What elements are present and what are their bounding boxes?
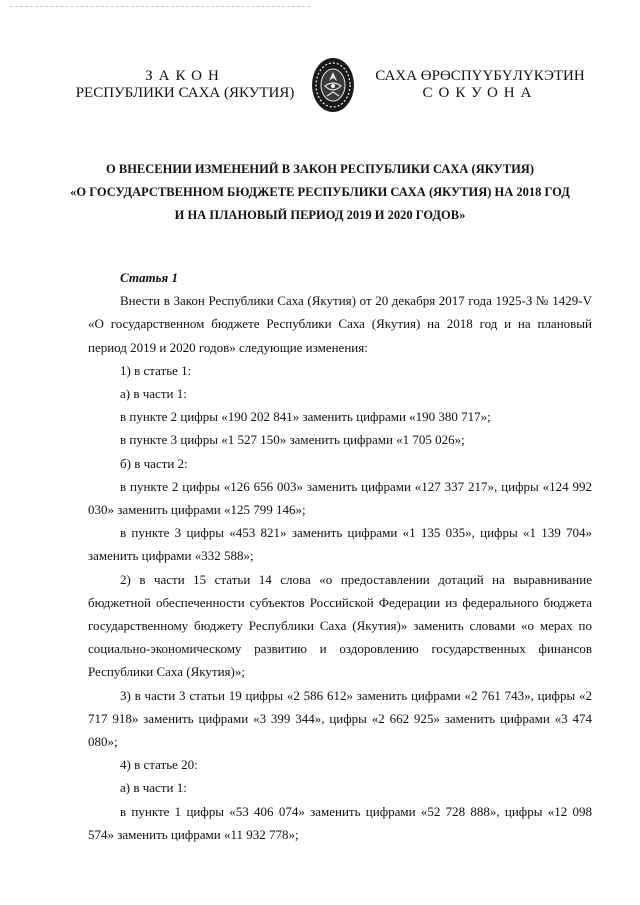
title-line3: И НА ПЛАНОВЫЙ ПЕРИОД 2019 И 2020 ГОДОВ» <box>174 208 466 222</box>
coat-of-arms-icon <box>310 56 356 114</box>
title-line2: «О ГОСУДАРСТВЕННОМ БЮДЖЕТЕ РЕСПУБЛИКИ САХА (ЯКУТИЯ) НА 2018 ГОД <box>70 185 570 199</box>
article-heading: Статья 1 <box>120 270 178 285</box>
item-4: 4) в статье 20: <box>120 757 198 773</box>
item-1b: б) в части 2: <box>120 455 188 471</box>
document-body <box>88 266 592 846</box>
item-1a: а) в части 1: <box>120 386 187 402</box>
scan-artifact <box>10 6 310 10</box>
item-1b-point-3: в пункте 3 цифры «453 821» заменить цифрами «1 135 035», цифры «1 139 704» заменить цифрами «332 588»; <box>88 525 592 564</box>
item-2: 2) в части 15 статьи 14 слова «о предоставлении дотаций на выравнивание бюджетной обеспеченности субъектов Российской Федерации из федерального бюджета государственному бюджету Республики Саха (Якутия)» заменить словами «о мерах по социально-экономическому развитию и оздоровлению государственных финансов Республики Саха (Якутия)»; <box>88 571 592 680</box>
item-1b-point-2: в пункте 2 цифры «126 656 003» заменить цифрами «127 337 217», цифры «124 992 030» заменить цифрами «125 799 146»; <box>88 478 592 518</box>
header-right <box>360 68 600 102</box>
item-1: 1) в статье 1: <box>120 362 192 378</box>
item-4a: а) в части 1: <box>120 780 187 796</box>
item-4a-point-1: в пункте 1 цифры «53 406 074» заменить цифрами «52 728 888», цифры «12 098 574» заменить цифрами «11 932 778»; <box>88 803 592 842</box>
header-right-line2: СОКУОНА <box>422 85 538 101</box>
document-title <box>60 158 580 227</box>
header-left-line2: РЕСПУБЛИКИ САХА (ЯКУТИЯ) <box>75 85 295 101</box>
header-right-line1: САХА ӨРӨСПҮҮБҮЛҮКЭТИН <box>375 68 585 84</box>
item-1a-point-3: в пункте 3 цифры «1 527 150» заменить цифрами «1 705 026»; <box>120 432 465 448</box>
document-header <box>0 56 640 126</box>
header-left <box>60 68 310 102</box>
item-1a-point-2: в пункте 2 цифры «190 202 841» заменить цифрами «190 380 717»; <box>120 409 491 425</box>
title-line1: О ВНЕСЕНИИ ИЗМЕНЕНИЙ В ЗАКОН РЕСПУБЛИКИ САХА (ЯКУТИЯ) <box>106 162 534 176</box>
intro-paragraph: Внести в Закон Республики Саха (Якутия) от 20 декабря 2017 года 1925-З № 1429-V «О государственном бюджете Республики Саха (Якутия) на 2018 год и на плановый период 2019 и 2020 годов» следующие изменения: <box>88 293 592 355</box>
item-3: 3) в части 3 статьи 19 цифры «2 586 612» заменить цифрами «2 761 743», цифры «2 717 918» заменить цифрами «3 399 344», цифры «2 662 925» заменить цифрами «3 474 080»; <box>88 687 592 750</box>
header-left-line1: ЗАКОН <box>145 68 225 84</box>
